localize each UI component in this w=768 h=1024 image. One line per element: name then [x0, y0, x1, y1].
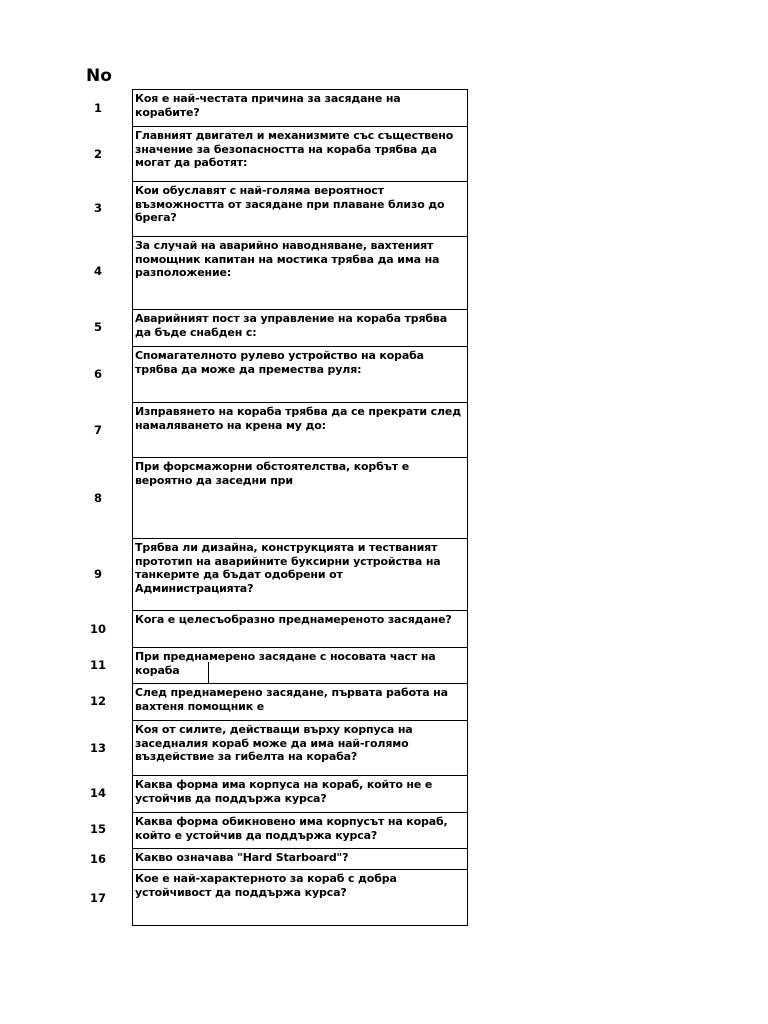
question-cell: Главният двигател и механизмите със съществено значение за безопасността на кораба трябва да могат да работят: [132, 126, 468, 182]
row-number: 6 [93, 367, 102, 381]
row-number: 11 [89, 658, 106, 672]
column-header-no: No [86, 66, 112, 86]
row-number: 9 [93, 567, 102, 581]
question-cell: Трябва ли дизайна, конструкцията и тестваният прототип на аварийните буксирни устройства на танкерите да бъдат одобрени от Администрацията? [132, 538, 468, 611]
row-number: 3 [93, 201, 102, 215]
question-cell: След преднамерено засядане, първата работа на вахтеня помощник е [132, 683, 468, 721]
row-number: 4 [93, 264, 102, 278]
row-number: 14 [89, 786, 106, 800]
row-number: 1 [93, 101, 102, 115]
row-number: 2 [93, 147, 102, 161]
question-cell: Спомагателното рулево устройство на кораба трябва да може да премества руля: [132, 346, 468, 403]
row-number: 17 [89, 891, 106, 905]
row-number: 12 [89, 694, 106, 708]
question-cell: За случай на аварийно наводняване, вахтеният помощник капитан на мостика трябва да има на разположение: [132, 236, 468, 310]
row-number: 7 [93, 423, 102, 437]
question-cell: Кои обуславят с най-голяма вероятност възможността от засядане при плаване близо до брега? [132, 181, 468, 237]
row-number: 5 [93, 320, 102, 334]
question-cell: Кога е целесъобразно преднамереното засядане? [132, 610, 468, 648]
row-number: 15 [89, 822, 106, 836]
question-cell: Аварийният пост за управление на кораба трябва да бъде снабден с: [132, 309, 468, 347]
row-number: 16 [89, 852, 106, 866]
question-cell: Какво означава "Hard Starboard"? [132, 848, 468, 870]
question-cell: Коя е най-честата причина за засядане на корабите? [132, 89, 468, 127]
question-cell: При форсмажорни обстоятелства, корбът е вероятно да заседни при [132, 457, 468, 539]
row-number: 13 [89, 741, 106, 755]
question-cell: Коя от силите, действащи върху корпуса на заседналия кораб може да има най-голямо въздействие за гибелта на кораба? [132, 720, 468, 776]
row-number: 10 [89, 622, 106, 636]
question-cell: Кое е най-характерното за кораб с добра устойчивост да поддържа курса? [132, 869, 468, 926]
row-number: 8 [93, 491, 102, 505]
question-cell: Каква форма обикновено има корпусът на кораб, който е устойчив да поддържа курса? [132, 812, 468, 849]
question-cell: Каква форма има корпуса на кораб, който не е устойчив да поддържа курса? [132, 775, 468, 813]
question-cell: При преднамерено засядане с носовата част на кораба [132, 647, 468, 684]
question-cell: Изправянето на кораба трябва да се прекрати след намаляването на крена му до: [132, 402, 468, 458]
